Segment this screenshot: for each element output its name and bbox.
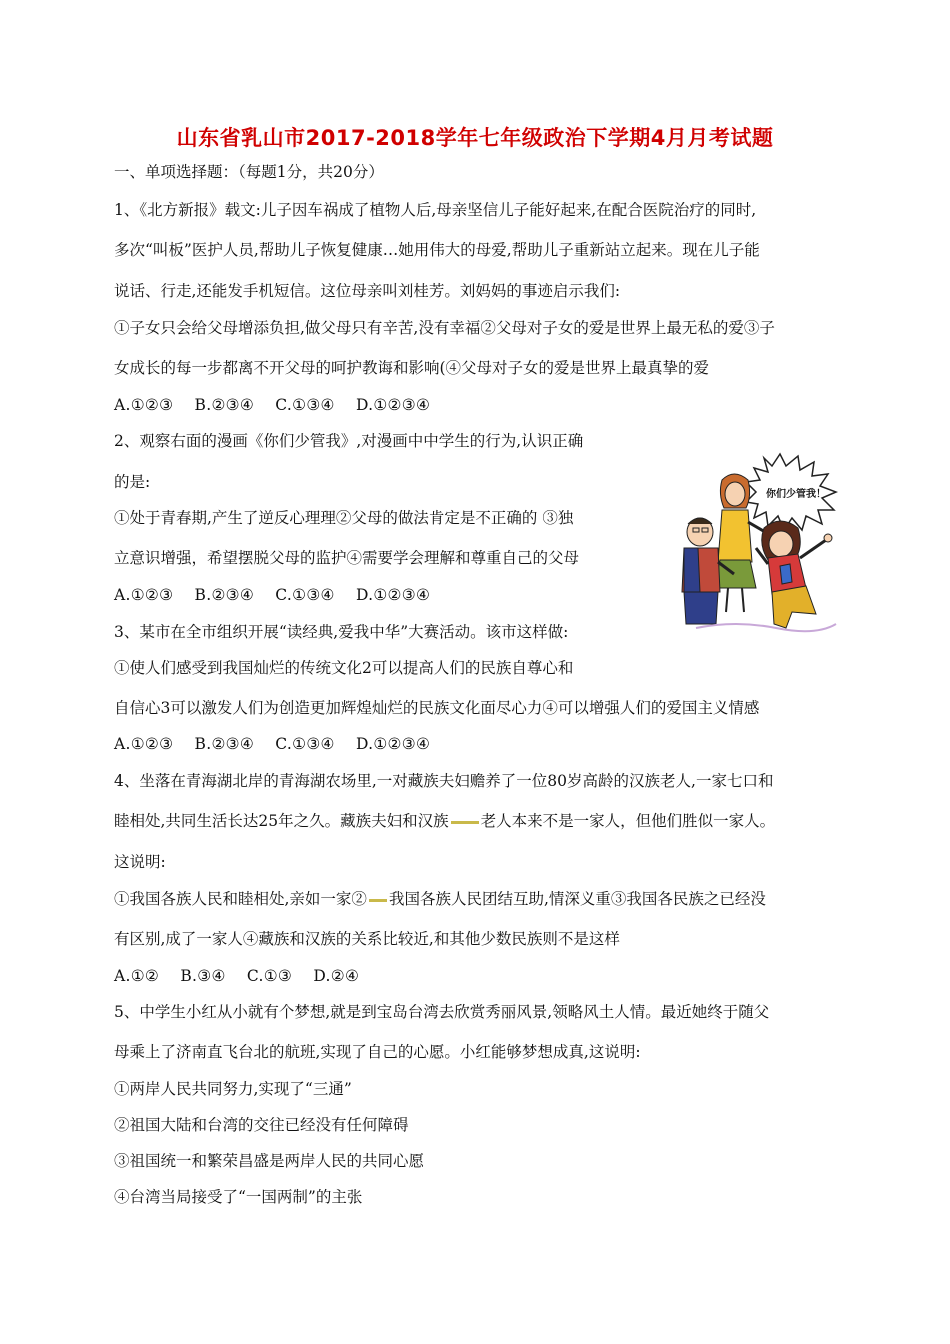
q4-line-4-start: ①我国各族人民和睦相处,亲如一家② bbox=[114, 890, 367, 908]
q5-line-2: 母乘上了济南直飞台北的航班,实现了自己的心愿。小红能够梦想成真,这说明: bbox=[114, 1043, 641, 1061]
page-title: 山东省乳山市2017-2018学年七年级政治下学期4月月考试题 bbox=[176, 126, 774, 150]
q4-options bbox=[114, 966, 359, 986]
q1-option-c[interactable]: C.①③④ bbox=[275, 396, 335, 414]
q1-option-d[interactable]: D.①②③④ bbox=[355, 396, 431, 414]
q3-option-d[interactable]: D.①②③④ bbox=[355, 735, 431, 753]
q1-line-1: 1、《北方新报》载文:儿子因车祸成了植物人后,母亲坚信儿子能好起来,在配合医院治疗的同时, bbox=[114, 201, 757, 219]
q5-statement-3: ③祖国统一和繁荣昌盛是两岸人民的共同心愿 bbox=[114, 1152, 425, 1170]
q1-line-3: 说话、行走,还能发手机短信。这位母亲叫刘桂芳。刘妈妈的事迹启示我们: bbox=[114, 282, 621, 300]
q5-line-1: 5、中学生小红从小就有个梦想,就是到宝岛台湾去欣赏秀丽风景,领略风土人情。最近她终于随父 bbox=[114, 1003, 770, 1021]
q3-option-b[interactable]: B.②③④ bbox=[194, 735, 255, 753]
q4-line-2 bbox=[114, 811, 775, 831]
q5-statement-4: ④台湾当局接受了“一国两制”的主张 bbox=[114, 1188, 363, 1206]
q1-line-5: 女成长的每一步都离不开父母的呵护教诲和影响(④父母对子女的爱是世界上最真挚的爱 bbox=[114, 359, 710, 377]
q1-option-a[interactable]: A.①②③ bbox=[114, 396, 174, 414]
student-figure bbox=[756, 521, 832, 628]
q2-options bbox=[114, 585, 430, 605]
q2-option-a[interactable]: A.①②③ bbox=[114, 586, 174, 604]
q5-statement-2: ②祖国大陆和台湾的交往已经没有任何障碍 bbox=[114, 1116, 409, 1134]
q4-line-4 bbox=[114, 889, 766, 909]
q2-option-c[interactable]: C.①③④ bbox=[275, 586, 335, 604]
q1-line-4: ①子女只会给父母增添负担,做父母只有辛苦,没有幸福②父母对子女的爱是世界上最无私的爱③子 bbox=[114, 319, 775, 337]
q4-option-a[interactable]: A.①② bbox=[114, 967, 160, 985]
q3-option-a[interactable]: A.①②③ bbox=[114, 735, 174, 753]
answer-blank bbox=[451, 821, 479, 824]
q3-line-1: 3、某市在全市组织开展“读经典,爱我中华”大赛活动。该市这样做: bbox=[114, 623, 569, 641]
q2-option-d[interactable]: D.①②③④ bbox=[355, 586, 431, 604]
q4-line-4-end: 我国各族人民团结互助,情深义重③我国各民族之已经没 bbox=[388, 890, 766, 908]
q1-options bbox=[114, 395, 430, 415]
q1-option-b[interactable]: B.②③④ bbox=[194, 396, 255, 414]
q4-option-d[interactable]: D.②④ bbox=[313, 967, 360, 985]
q4-line-2-start: 睦相处,共同生活长达25年之久。藏族夫妇和汉族 bbox=[114, 812, 449, 830]
q3-option-c[interactable]: C.①③④ bbox=[275, 735, 335, 753]
section-header: 一、单项选择题：（每题1分，共20分） bbox=[114, 163, 384, 181]
q2-line-3: ①处于青春期,产生了逆反心理理②父母的做法肯定是不正确的 ③独 bbox=[114, 509, 574, 527]
q3-line-2: ①使人们感受到我国灿烂的传统文化2可以提高人们的民族自尊心和 bbox=[114, 659, 574, 677]
q1-line-2: 多次“叫板”医护人员,帮助儿子恢复健康…她用伟大的母爱,帮助儿子重新站立起来。现在儿子能 bbox=[114, 241, 760, 259]
q4-option-b[interactable]: B.③④ bbox=[180, 967, 226, 985]
q2-line-1: 2、观察右面的漫画《你们少管我》,对漫画中中学生的行为,认识正确 bbox=[114, 432, 584, 450]
q3-options bbox=[114, 734, 430, 754]
q2-line-4: 立意识增强，希望摆脱父母的监护④需要学会理解和尊重自己的父母 bbox=[114, 549, 580, 567]
q4-line-1: 4、坐落在青海湖北岸的青海湖农场里,一对藏族夫妇赡养了一位80岁高龄的汉族老人,一家七口和 bbox=[114, 772, 774, 790]
answer-blank bbox=[369, 899, 387, 902]
q4-option-c[interactable]: C.①③ bbox=[246, 967, 293, 985]
q4-line-5: 有区别,成了一家人④藏族和汉族的关系比较近,和其他少数民族则不是这样 bbox=[114, 930, 620, 948]
q2-option-b[interactable]: B.②③④ bbox=[194, 586, 255, 604]
q4-line-3: 这说明: bbox=[114, 853, 166, 871]
q5-statement-1: ①两岸人民共同努力,实现了“三通” bbox=[114, 1080, 352, 1098]
q4-line-2-end: 老人本来不是一家人，但他们胜似一家人。 bbox=[480, 812, 776, 830]
q3-line-3: 自信心3可以激发人们为创造更加辉煌灿烂的民族文化面尽心力④可以增强人们的爱国主义情感 bbox=[114, 699, 760, 717]
comic-speech-text: 你们少管我！ bbox=[766, 489, 826, 500]
comic-illustration bbox=[676, 452, 846, 634]
q2-line-2: 的是: bbox=[114, 473, 151, 491]
